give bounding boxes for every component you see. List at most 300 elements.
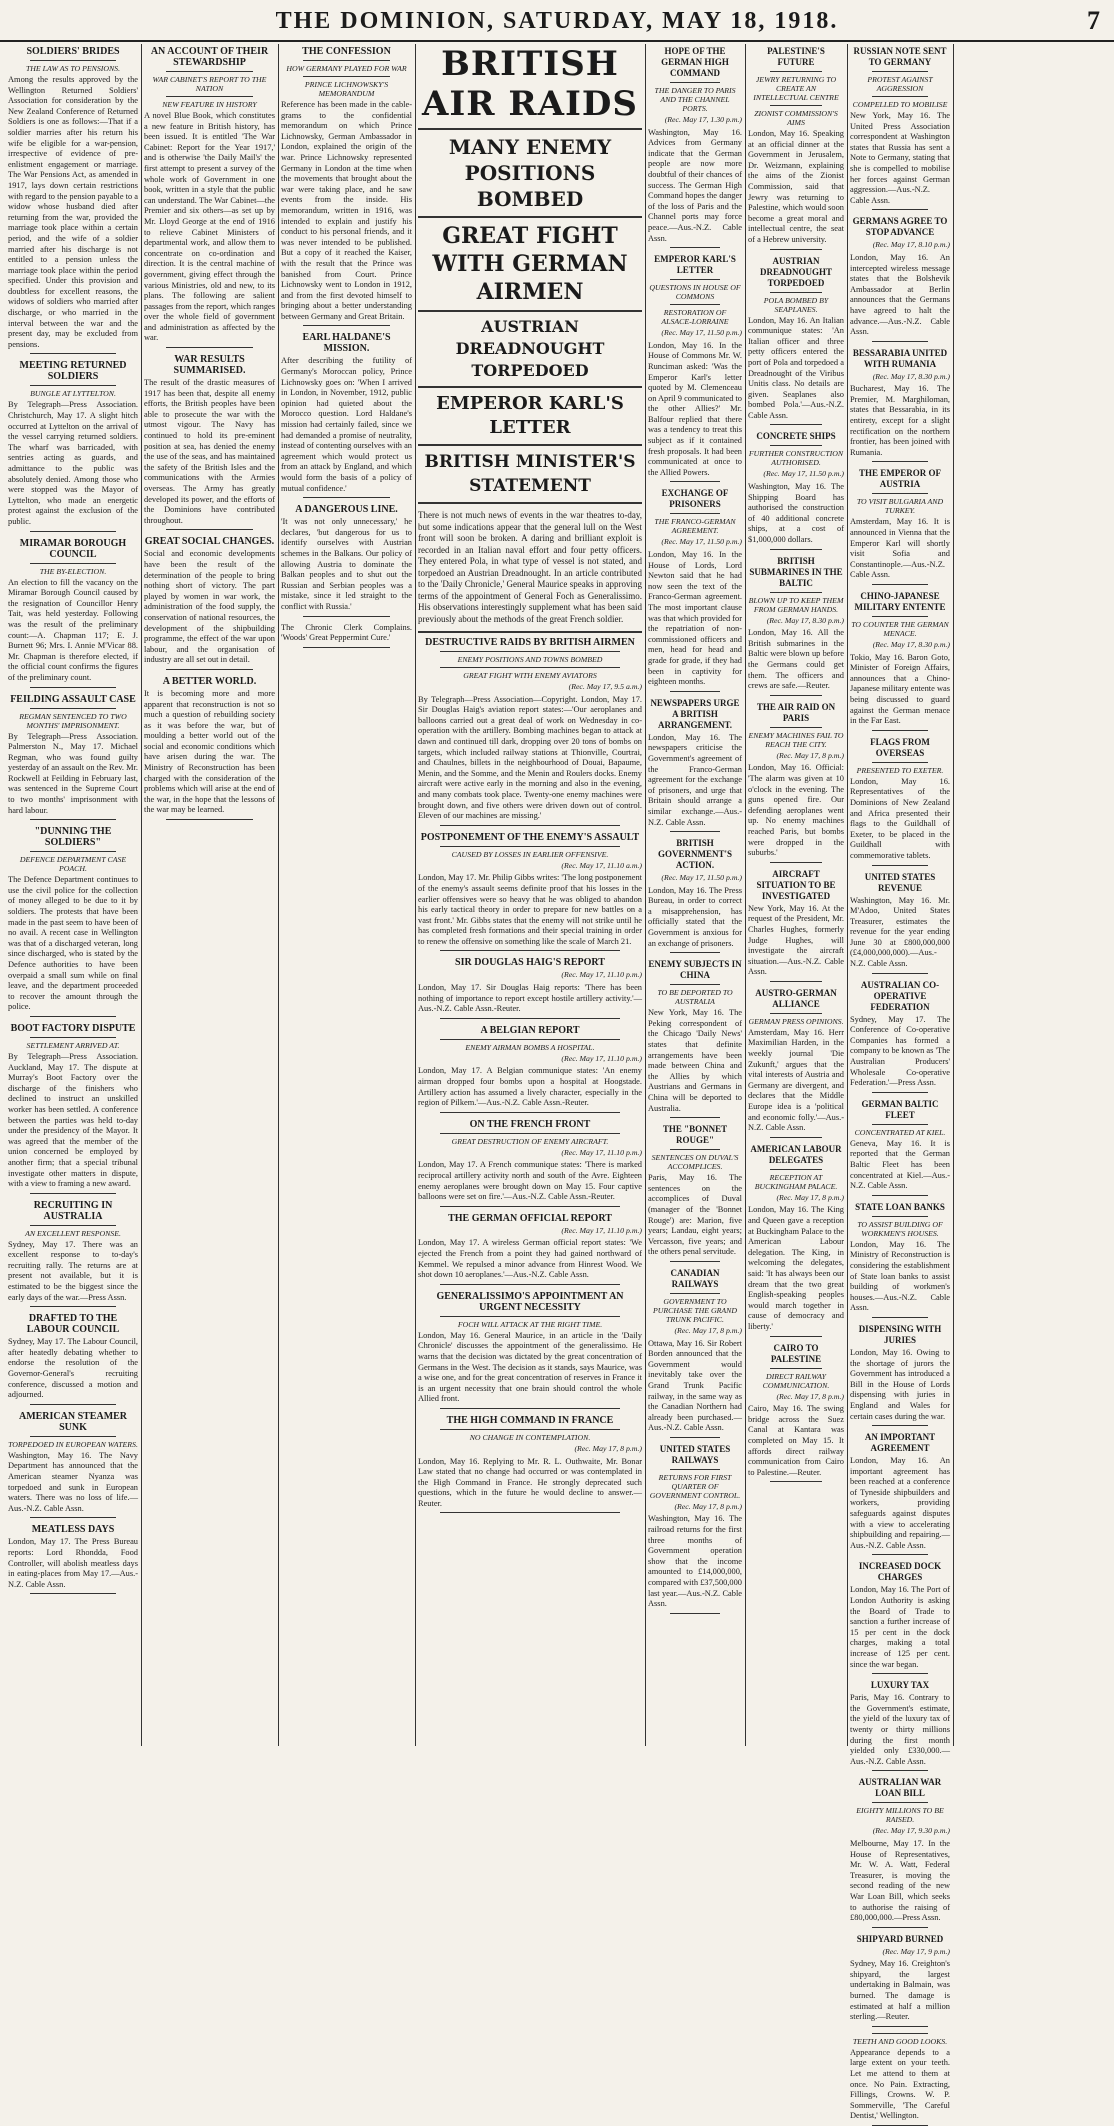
- column-rule: [645, 44, 646, 1746]
- article-body: Washington, May 16. The Navy Department has announced that the American steamer Nyanza was torpedoed and sunk in European waters. There was no loss of life.—Aus.-N.Z. Cable Assn.: [8, 1450, 138, 1513]
- article-subheadline: THE LAW AS TO PENSIONS.: [25, 64, 121, 73]
- divider: [770, 1137, 822, 1138]
- article-body: Bucharest, May 16. The Premier, M. Marghiloman, states that Bessarabia, in its entirety, except for a slight rectification on the northern frontier, has been joined with Rumania.: [850, 384, 950, 457]
- article-headline: THE HIGH COMMAND IN FRANCE: [446, 1414, 614, 1426]
- article-dateline: (Rec. May 17, 8.10 p.m.): [872, 240, 950, 250]
- article-body: New York, May 16. At the request of the President, Mr. Charles Hughes, formerly Judge Hughes, will investigate the aircraft situation.—Aus.-N.Z. Cable Assn.: [748, 903, 844, 977]
- article-headline: WAR RESULTS SUMMARISED.: [173, 354, 246, 377]
- divider: [303, 60, 390, 61]
- article-subheadline: ENEMY MACHINES FAIL TO REACH THE CITY.: [748, 730, 844, 749]
- article-dateline: (Rec. May 17, 11.10 p.m.): [561, 1053, 642, 1063]
- article-body: London, May 16. The newspapers criticise the Government's agreement of the Franco-German agreement for the exchange of prisoners, and urge that Britain should arrange a similar exchange.—Aus.-N.Z. Cable Assn.: [648, 732, 742, 827]
- divider: [770, 1481, 822, 1482]
- article: [144, 46, 275, 348]
- article-headline: DRAFTED TO THE LABOUR COUNCIL: [26, 1313, 120, 1336]
- article-body: Sydney, May 17. The Conference of Co-operative Companies has formed a company to be known as 'The Australian Producers' Wholesale Co-operative Federation.'—Press Assn.: [850, 1014, 950, 1088]
- article: [850, 468, 950, 585]
- article-dateline: (Rec. May 17, 9 p.m.): [882, 1946, 950, 1956]
- divider: [30, 563, 116, 564]
- divider: [418, 128, 642, 130]
- article: [748, 988, 844, 1138]
- article-headline: THE CONFESSION: [302, 46, 391, 57]
- divider: [872, 341, 928, 342]
- article-body: 'It was not only unnecessary,' he declares, 'but dangerous for us to identify ourselves with Austrian schemes in the Balkans. Our policy of allowing Austria to dominate the Balkan peoples and to shut out the Russian and Serbian peoples was a mistake, since it led straight to the conflict with Russia.': [281, 517, 412, 611]
- divider: [30, 1517, 116, 1518]
- divider: [440, 1039, 620, 1040]
- article-body: Melbourne, May 17. In the House of Representatives, Mr. W. A. Watt, Federal Treasurer, is moving the second reading of the new War Loan Bill, which seeks to authorise the raising of £80,000,000.—Press Assn.: [850, 1838, 950, 1923]
- article-body: By Telegraph—Press Association. Palmerston N., May 17. Michael Regman, who was found guilty yesterday of an assault on the Rev. Mr. Rockwell at Feilding in February last, was sentenced in the Supreme Court to two months' imprisonment with hard labour.: [8, 731, 138, 815]
- divider: [872, 1425, 928, 1426]
- divider: [872, 762, 928, 763]
- divider: [670, 1469, 720, 1470]
- article-headline: SOLDIERS' BRIDES: [26, 46, 120, 57]
- article-headline: FEILDING ASSAULT CASE: [10, 693, 136, 705]
- article-headline: THE GERMAN OFFICIAL REPORT: [448, 1212, 612, 1224]
- article-dateline: (Rec. May 17, 11.10 p.m.): [561, 1225, 642, 1235]
- divider: [440, 1133, 620, 1134]
- divider: [872, 1124, 928, 1125]
- article-body: Appearance depends to a large extent on your teeth. Let me attend to them at once. No Pain. Extracting, Fillings, Crowns. W. P. Sommerville, 'The Careful Dentist,' Wellington.: [850, 2047, 950, 2121]
- article-dateline: (Rec. May 17, 8.30 p.m.): [872, 640, 950, 649]
- divider: [770, 424, 822, 425]
- article-body: Ottawa, May 16. Sir Robert Borden announced that the Government would inevitably take over the Grand Trunk Pacific railway, in the same way as the Canadian Northern had already been purchased.—Aus.-N.Z. Cable Assn.: [648, 1338, 742, 1433]
- article-headline: THE "BONNET ROUGE": [662, 1124, 728, 1146]
- article-body: Amsterdam, May 16. Herr Maximilian Harden, in the weekly journal 'Die Zukunft,' argues that the vital interests of Austria and Germany are divergent, and declares that the Middle Europe idea is a 'political and economic folly.'—Aus.-N.Z. Cable Assn.: [748, 1027, 844, 1133]
- banner-subhead: GREAT FIGHT WITH GERMAN AIRMEN: [432, 223, 628, 305]
- article-headline: GENERALISSIMO'S APPOINTMENT AN URGENT NECESSITY: [436, 1290, 624, 1313]
- article-headline: ON THE FRENCH FRONT: [469, 1118, 591, 1130]
- article-subheadline: ENEMY POSITIONS AND TOWNS BOMBED: [457, 655, 603, 664]
- divider: [872, 616, 928, 617]
- article: [281, 332, 412, 498]
- divider: [872, 493, 928, 494]
- article-body: London, May 16. In the House of Lords, Lord Newton said that he had now seen the text of the Franco-German agreement. The most important clause was that which provided for the repatriation of non-commissioned officers and men, head for head and grade for grade, if they had been in captivity for eighteen months.: [648, 550, 742, 687]
- article: [144, 676, 275, 820]
- article-body: A novel Blue Book, which constitutes a new feature in British history, has been issued. It is entitled 'The War Cabinet: Report for the Year 1917,' and is otherwise 'the Daily Mail's' the first attempt to present a survey of the whole work of Government in one book, written in a style that the public can understand. The War Cabinet—the Premier and six others—as set up by Mr. Lloyd George at the end of 1916 to relieve Cabinet Ministers of departmental work, and allow them to concentrate on co-ordination and direction. It is the central machine of government, giving effect through the various Ministries, old and new, to its plans. The following are salient passages from the report, which ranges over the whole field of government and administration as affected by the war.: [144, 111, 275, 343]
- article-body: Geneva, May 16. It is reported that the German Baltic Fleet has been concentrated at Kiel.—Aus.-N.Z. Cable Assn.: [850, 1138, 950, 1191]
- column-6: [748, 44, 844, 1744]
- article-headline: BOOT FACTORY DISPUTE: [10, 1022, 136, 1034]
- article-body: London, May 17. The Press Bureau reports: Lord Rhondda, Food Controller, will abolish meatless days in eating-places from May 17.—Aus.-N.Z. Cable Assn.: [8, 1537, 138, 1589]
- article-subheadline: PRINCE LICHNOWSKY'S MEMORANDUM: [304, 80, 389, 98]
- divider: [440, 1429, 620, 1430]
- article-subheadline: TO ASSIST BUILDING OF WORKMEN'S HOUSES.: [857, 1219, 943, 1238]
- article-dateline: (Rec. May 17, 8 p.m.): [776, 1192, 844, 1202]
- divider: [440, 1018, 620, 1019]
- divider: [303, 647, 390, 648]
- article-body: London, May 16. The Port of London Authority is asking the Board of Trade to sanction a further increase of 15 per cent in the dock charges, making a total increase of 125 per cent. since the war began.: [850, 1585, 950, 1669]
- article: [418, 1291, 642, 1409]
- divider: [440, 950, 620, 951]
- article-subheadline: SENTENCES ON DUVAL'S ACCOMPLICES.: [651, 1153, 739, 1172]
- article: [850, 348, 950, 463]
- article-body: Tokio, May 16. Baron Goto, Minister of Foreign Affairs, announces that a Chino-Japanese military entente was being discussed to guard against the German menace in the Far East.: [850, 652, 950, 726]
- divider: [440, 1112, 620, 1113]
- article: [648, 698, 742, 832]
- article-subheadline: ENEMY AIRMAN BOMBS A HOSPITAL.: [465, 1042, 595, 1052]
- article-dateline: (Rec. May 17, 8.30 p.m.): [766, 615, 844, 625]
- article-subheadline: RETURNS FOR FIRST QUARTER OF GOVERNMENT CONTROL.: [649, 1472, 741, 1500]
- article-subheadline: RESTORATION OF ALSACE-LORRAINE: [661, 308, 729, 327]
- divider: [770, 1013, 822, 1014]
- divider: [670, 1149, 720, 1150]
- article-subheadline: GOVERNMENT TO PURCHASE THE GRAND TRUNK PACIFIC.: [652, 1296, 738, 1324]
- divider: [166, 819, 253, 820]
- article: [648, 1444, 742, 1614]
- article: [850, 1324, 950, 1426]
- article-headline: PALESTINE'S FUTURE: [767, 46, 825, 67]
- article-headline: UNITED STATES REVENUE: [864, 871, 936, 893]
- divider: [30, 1404, 116, 1405]
- page-number: 7: [1087, 6, 1100, 35]
- divider: [440, 1284, 620, 1285]
- article: [748, 431, 844, 549]
- article-body: London, May 16. An intercepted wireless message states that the Bolshevik Ambassador at Berlin announces that the Germans have agreed to halt the advance.—Aus.-N.Z. Cable Assn.: [850, 252, 950, 337]
- article: [8, 1411, 138, 1519]
- divider: [418, 444, 642, 446]
- article-headline: AIRCRAFT SITUATION TO BE INVESTIGATED: [756, 868, 836, 901]
- article-dateline: (Rec. May 17, 11.50 p.m.): [661, 537, 742, 547]
- divider: [670, 1261, 720, 1262]
- article-headline: A BETTER WORLD.: [162, 675, 257, 687]
- divider: [30, 60, 116, 61]
- divider: [770, 1336, 822, 1337]
- article-body: New York, May 16. The United Press Association correspondent at Washington states that Russia has sent a Note to Germany, stating that she is compelled to mobilise her forces against German aggression.—Aus.-N.Z. Cable Assn.: [850, 111, 950, 205]
- article-subheadline: AN EXCELLENT RESPONSE.: [25, 1228, 121, 1238]
- divider: [872, 1216, 928, 1217]
- article: [281, 46, 412, 326]
- article: [8, 1200, 138, 1308]
- article-headline: INCREASED DOCK CHARGES: [858, 1561, 942, 1583]
- article: [144, 536, 275, 670]
- article-body: Sydney, May 17. The Labour Council, after heatedly debating whether to endorse the resolution of the Governor-General's recruiting conference, discussed a motion and adjourned.: [8, 1337, 138, 1400]
- article-subheadline: RECEPTION AT BUCKINGHAM PALACE.: [754, 1172, 838, 1191]
- article-body: London, May 17. Sir Douglas Haig reports: 'There has been nothing of importance to report except hostile artillery activity.'—Aus.-N.Z. Cable Assn.-Reuter.: [418, 983, 642, 1014]
- article-body: The Chronic Clerk Complains. 'Woods' Great Peppermint Cure.': [281, 622, 412, 643]
- article-body: Washington, May 16. Advices from Germany indicate that the German people are now more doubtful of their chances of success. The German High Command hopes the danger of the loss of Paris and the Channel ports may force peace.—Aus.-N.Z. Cable Assn.: [648, 127, 742, 243]
- banner-headline: BRITISH AIR RAIDS: [422, 44, 638, 124]
- article-dateline: (Rec. May 17, 8.30 p.m.): [872, 371, 950, 381]
- divider: [872, 973, 928, 974]
- column-rule: [847, 44, 848, 1746]
- divider: [770, 71, 822, 72]
- article-body: Among the results approved by the Wellington Returned Soldiers' Association for consideration by the New Zealand Conference of Returned Soldiers is one as follows:—That if a soldier marries after his return his wife be eligible for a war-pension, irrespective of evidence of pre-enlistment engagement or marriage. The War Pensions Act, as amended in 1917, lays down certain restrictions with regard to the pension payable to a widow whose husband died after returning from the war, provided the marriage took place within a certain period, and the wife of a soldier married after his discharge is not entitled to a pension unless the marriage took place within the period specified. Under this provision and doubtless for excellent reasons, the widows of soldiers who married after discharge, or who married in the interval between the war and the present day, may be excluded from pensions.: [8, 75, 139, 349]
- article-headline: FLAGS FROM OVERSEAS: [870, 736, 930, 758]
- article-headline: MEETING RETURNED SOLDIERS: [19, 360, 127, 383]
- banner-subhead: BRITISH MINISTER'S STATEMENT: [424, 452, 636, 496]
- article-headline: BRITISH SUBMARINES IN THE BALTIC: [749, 555, 843, 588]
- article-body: Reference has been made in the cable-grams to the confidential memorandum on which Prince Lichnowsky, German Ambassador in London, explained the origin of the war. Prince Lichnowsky represented Germany in London at the time when the movements that brought about the war were taking place, and he saw events from the inside. His memorandum, written in 1916, was intended to explain and justify his conduct to his personal friends, and it was never intended to be published. But a copy of it reached the Kaiser, with the result that the Prince was banished from Court. Prince Lichnowsky went to London in 1912, and from the first devoted himself to bringing about a better understanding between Germany and Great Britain.: [281, 100, 412, 321]
- article: [144, 354, 275, 530]
- article-headline: STATE LOAN BANKS: [855, 1201, 945, 1212]
- article: [418, 1119, 642, 1207]
- divider: [303, 497, 390, 498]
- article-headline: SHIPYARD BURNED: [856, 1933, 944, 1944]
- article-subheadline: THE FRANCO-GERMAN AGREEMENT.: [654, 517, 736, 536]
- divider: [440, 1408, 620, 1409]
- divider: [30, 1037, 116, 1038]
- divider: [770, 981, 822, 982]
- divider: [418, 502, 642, 504]
- article-body: London, May 16. Speaking at an official dinner at the Government in Jerusalem, Dr. Weizmann, explaining the aims of the Zionist Commission, said that Jewry was returning to Palestine, which would soon become a great moral and intellectual centre, the seat of a Hebrew university.: [748, 129, 844, 244]
- article-body: By Telegraph—Press Association—Copyright. London, May 17. Sir Douglas Haig's aviation report states:—'Our aeroplanes and balloons carried out a great deal of work on Wednesday in co-operation with the artillery. Bombing machines began to attack at dawn and continued till dark, dropping over 20 tons of bombs on targets, which included railway stations at Thionville, Courtrai, and Chaulnes, billets in the neighbourhood of Douai, Bapaume, Menin, and the Somme, and the Menin and Roulers docks. Enemy aircraft were active early in the morning and also in the evening, and many combats took place. Twenty-one enemy machines were brought down, and five others were driven down out of control. Eleven of our machines are missing.': [418, 694, 642, 821]
- article-body: Paris, May 16. Contrary to the Government's estimate, the yield of the luxury tax of twenty or thirty millions during the first month yielded only £330,000.—Aus.-N.Z. Cable Assn.: [850, 1693, 950, 1766]
- article-headline: ENEMY SUBJECTS IN CHINA: [648, 959, 742, 981]
- divider: [166, 347, 253, 348]
- article-headline: A DANGEROUS LINE.: [295, 504, 398, 516]
- article-dateline: (Rec. May 17, 8 p.m.): [776, 1391, 844, 1401]
- column-2: [144, 44, 275, 1744]
- article-subheadline: GERMAN PRESS OPINIONS.: [748, 1016, 844, 1026]
- article: [648, 838, 742, 953]
- divider: [872, 865, 928, 866]
- article-headline: UNITED STATES RAILWAYS: [659, 1443, 731, 1465]
- article-body: Social and economic developments have been the result of the determination of the people to bring nothing short of victory. The part played by women in war work, the administration of the food supply, the conservation of national resources, the development of the shipbuilding programme, the effect of the war upon labour, and the organisation of industry are all set out in detail.: [144, 549, 275, 665]
- article-body: By Telegraph—Press Association. Auckland, May 17. The dispute at Murray's Boot Factory over the discharge of the finishers who declined to instruct an unskilled worker has been settled. A conference between the parties was held to-day under the presidency of the Mayor. It was agreed that the member of the union concerned be employed by another firm; that a special tribunal investigate other matters in dispute, with a view to framing a new award.: [8, 1051, 138, 1189]
- article-body: London, May 17. A wireless German official report states: 'We ejected the French from a point they had gained northward of Kemmel. We repulsed a minor advance from Hinrest Wood. We shot down 10 aeroplanes.'—Aus.-N.Z. Cable Assn.: [418, 1238, 642, 1280]
- article-subheadline: FOCH WILL ATTACK AT THE RIGHT TIME.: [457, 1319, 603, 1329]
- article: [850, 591, 950, 731]
- divider: [670, 831, 720, 832]
- divider: [30, 1225, 116, 1226]
- divider: [440, 667, 620, 668]
- article-subheadline: EIGHTY MILLIONS TO BE RAISED.: [856, 1806, 944, 1825]
- article-headline: THE EMPEROR OF AUSTRIA: [858, 468, 941, 490]
- divider: [418, 631, 642, 633]
- divider: [30, 1193, 116, 1194]
- article-subheadline: CAUSED BY LOSSES IN EARLIER OFFENSIVE.: [451, 849, 609, 859]
- divider: [670, 82, 720, 83]
- article-body: The Defence Department continues to use the civil police for the collection of money alleged to be due to it by soldiers. The protests that have been made in the past seem to have been of no avail. A recent case in Wellington was that of a discharged veteran, long since discharged, who is stated by the Defence authorities to have been overpaid a small sum while on final leave, and the department proceeded to recover the amount through the police.: [8, 875, 138, 1012]
- article-subheadline: HOW GERMANY PLAYED FOR WAR: [286, 64, 407, 73]
- article-subheadline: REGMAN SENTENCED TO TWO MONTHS' IMPRISONMENT.: [19, 711, 127, 730]
- article: [850, 1934, 950, 2027]
- article-dateline: (Rec. May 17, 11.10 p.m.): [561, 970, 642, 980]
- article: [850, 1099, 950, 1196]
- article-body: London, May 16. Owing to the shortage of jurors the Government has introduced a Bill in the House of Lords dispensing with juries in England and Wales for certain cases during the war.: [850, 1347, 950, 1421]
- divider: [30, 687, 116, 688]
- column-rule: [415, 44, 416, 1746]
- article-body: An election to fill the vacancy on the Miramar Borough Council caused by the resignation of Councillor Henry Tait, was held yesterday. Following was the result of the preliminary count:—A. Chapman 117; E. J. Burnett 96; Mrs. I. Annie M'Vicar 88. Mr. Chapman is therefore elected, if the official count confirms the figures of the preliminary count.: [8, 577, 138, 682]
- article-body: Amsterdam, May 16. It is announced in Vienna that the Emperor Karl will shortly visit Sofia and Constantinople.—Aus.-N.Z. Cable Assn.: [850, 517, 950, 580]
- article-subheadline: FURTHER CONSTRUCTION AUTHORISED.: [748, 449, 844, 468]
- divider: [872, 1195, 928, 1196]
- column-7: [850, 44, 950, 2121]
- article-subheadline: SETTLEMENT ARRIVED AT.: [26, 1040, 120, 1050]
- article: [281, 623, 412, 648]
- article: [648, 488, 742, 691]
- article-body: Washington, May 16. The Shipping Board has authorised the construction of 40 additional concrete ships, at a cost of $1,000,000 dollars.: [748, 482, 844, 545]
- article-subheadline: TO VISIT BULGARIA AND TURKEY.: [856, 497, 944, 516]
- article: [418, 637, 642, 826]
- divider: [770, 695, 822, 696]
- divider: [670, 691, 720, 692]
- divider: [30, 1593, 116, 1594]
- article: [850, 216, 950, 341]
- divider: [770, 445, 822, 446]
- article-body: London, May 16. An important agreement has been reached at a conference of Tyneside shipbuilders and workers, providing safeguards against disputes with a view to accelerating shipbuilding and repairing.—Aus.-N.Z. Cable Assn.: [850, 1456, 950, 1550]
- column-rule: [141, 44, 142, 1746]
- divider: [670, 1117, 720, 1118]
- article: [850, 46, 950, 210]
- article-dateline: (Rec. May 17, 8 p.m.): [574, 1443, 642, 1453]
- article: [748, 869, 844, 982]
- article-dateline: (Rec. May 17, 8 p.m.): [674, 1501, 742, 1511]
- divider: [872, 730, 928, 731]
- divider: [166, 669, 253, 670]
- article-body: New York, May 16. The Peking correspondent of the Chicago 'Daily News' states that definite arrangements have been made between China and the Allies by which Austrians and Germans in China will be deported to Australia.: [648, 1008, 742, 1113]
- divider: [418, 216, 642, 218]
- masthead-title: THE DOMINION, SATURDAY, MAY 18, 1918.: [275, 8, 839, 34]
- article-headline: AMERICAN LABOUR DELEGATES: [750, 1143, 842, 1165]
- article: [648, 46, 742, 248]
- article-dateline: (Rec. May 17, 11.10 a.m.): [561, 860, 642, 870]
- article: [8, 1023, 138, 1194]
- divider: [670, 247, 720, 248]
- divider: [872, 1927, 928, 1928]
- article-subheadline: PROTEST AGAINST AGGRESSION: [867, 75, 933, 93]
- article-headline: CAIRO TO PALESTINE: [770, 1342, 822, 1364]
- divider: [770, 727, 822, 728]
- article: [8, 46, 138, 354]
- article-body: London, May 16. Representatives of the Dominions of New Zealand and Africa presented their flags to the Guildhall of Exeter, to be placed in the Guildhall with commemorative tablets.: [850, 776, 950, 860]
- divider: [872, 1770, 928, 1771]
- article: [648, 1268, 742, 1438]
- article-body: Paris, May 16. The sentences on the accomplices of Duval (manager of the 'Bonnet Rouge') are: Marion, five years; Landau, eight years; Vercasson, five years; and the others penal servitude.: [648, 1173, 742, 1257]
- article-subheadline: BLOWN UP TO KEEP THEM FROM GERMAN HANDS.: [748, 595, 844, 614]
- divider: [30, 353, 116, 354]
- article-subheadline: JEWRY RETURNING TO CREATE AN INTELLECTUAL CENTRE: [753, 75, 839, 102]
- article-dateline: (Rec. May 17, 1.30 p.m.): [664, 115, 742, 124]
- article: [418, 1213, 642, 1285]
- article-body: London, May 17. A French communique states: 'There is marked reciprocal artillery activity north and south of the Avre. Eighteen enemy aeroplanes were brought down on May 15. Four captive balloons were set on fire.'—Aus.-N.Z. Cable Assn.-Reuter.: [418, 1160, 642, 1202]
- article-subheadline: DIRECT RAILWAY COMMUNICATION.: [762, 1371, 830, 1390]
- divider: [166, 71, 253, 72]
- article-body: The result of the drastic measures of 1917 has been that, despite all enemy efforts, the British peoples have been able to prosecute the war with the utmost vigour. The Navy has continued to hold its pre-eminent position at sea, has denied the enemy the use of the seas, and has maintained the safety of the British Isles and the communications with the Armies overseas. The Army has greatly developed its power, and the efforts of the Dominions have contributed throughout.: [144, 378, 275, 525]
- article-subheadline: CONCENTRATED AT KIEL.: [854, 1127, 946, 1137]
- divider: [440, 651, 620, 652]
- banner-subhead: EMPEROR KARL'S LETTER: [436, 393, 624, 438]
- divider: [166, 529, 253, 530]
- divider: [770, 105, 822, 106]
- divider: [872, 96, 928, 97]
- column-4-articles: [418, 637, 642, 1513]
- article-headline: MEATLESS DAYS: [31, 1524, 115, 1536]
- divider: [440, 1512, 620, 1513]
- article: [748, 1343, 844, 1483]
- divider: [670, 952, 720, 953]
- divider: [30, 819, 116, 820]
- article: [850, 1561, 950, 1674]
- article: [850, 872, 950, 974]
- column-rule: [278, 44, 279, 1746]
- divider: [440, 1316, 620, 1317]
- article-headline: HOPE OF THE GERMAN HIGH COMMAND: [661, 46, 729, 78]
- article-subheadline: WAR CABINET'S REPORT TO THE NATION: [152, 75, 267, 93]
- column-rule: [953, 44, 954, 1746]
- article: [648, 959, 742, 1118]
- article-headline: GREAT SOCIAL CHANGES.: [144, 536, 275, 548]
- article-body: Sydney, May 16. Creighton's shipyard, the largest undertaking in Balmain, was burned. The damage is estimated at half a million sterling.—Reuter.: [850, 1959, 950, 2022]
- article: [850, 1777, 950, 1927]
- article-dateline: (Rec. May 17, 11.50 p.m.): [763, 469, 844, 479]
- masthead: [0, 0, 1114, 42]
- article-subheadline: TO BE DEPORTED TO AUSTRALIA: [657, 988, 733, 1007]
- article-headline: CHINO-JAPANESE MILITARY ENTENTE: [854, 591, 946, 612]
- article-headline: A BELGIAN REPORT: [480, 1024, 580, 1036]
- article: [748, 46, 844, 250]
- divider: [303, 616, 390, 617]
- article-subheadline: THE DANGER TO PARIS AND THE CHANNEL PORTS.: [654, 86, 736, 113]
- divider: [770, 1368, 822, 1369]
- divider: [670, 304, 720, 305]
- article-body: After describing the futility of Germany's Moroccan policy, Prince Lichnowsky goes on: 'When I arrived in London, in November, 1912, public opinion had quieted about the Morocco question. Lord Haldane's mission had certainly failed, since we had demanded a promise of neutrality, instead of contenting ourselves with an agreement which would protect us from an attack by England, and which would form the basis of a policy of mutual confidence.': [281, 356, 412, 493]
- article-body: Washington, May 16. The railroad returns for the first three months of Government operation show that the income amounted to £14,000,000, compared with £37,500,000 last year.—Aus.-N.Z. Cable Assn.: [648, 1514, 742, 1609]
- article-headline: AMERICAN STEAMER SUNK: [18, 1410, 128, 1433]
- article-subheadline: TO COUNTER THE GERMAN MENACE.: [851, 620, 949, 638]
- divider: [166, 96, 253, 97]
- article-body: London, May 16. The King and Queen gave a reception at Buckingham Palace to the American Labour delegation. The King, in welcoming the delegates, said: 'It has always been our dream that the two great English-speaking peoples would march together in cause of democracy and liberty.': [748, 1205, 844, 1331]
- divider: [670, 279, 720, 280]
- divider: [872, 584, 928, 585]
- article-body: London, May 16. Official: 'The alarm was given at 10 o'clock in the evening. The guns opened fire. Our defending aeroplanes went up. No enemy machines reached Paris, but bombs were dropped in the suburbs.': [748, 763, 844, 858]
- article-headline: "DUNNING THE SOLDIERS": [34, 826, 112, 849]
- article-body: Sydney, May 17. There was an excellent response to to-day's recruiting rally. The returns are at present not available, but it is estimated to be the biggest since the early days of the war.—Press Assn.: [8, 1239, 138, 1302]
- divider: [670, 513, 720, 514]
- article-headline: RECRUITING IN AUSTRALIA: [33, 1199, 113, 1222]
- article-headline: NEWSPAPERS URGE A BRITISH ARRANGEMENT.: [650, 697, 740, 730]
- article-subheadline: BUNGLE AT LYTTELTON.: [30, 389, 116, 399]
- article-dateline: (Rec. May 17, 9.30 p.m.): [872, 1826, 950, 1836]
- article: [8, 538, 138, 688]
- article-body: London, May 16. The Press Bureau, in order to correct a misapprehension, has officially stated that the Government is anxious for an exchange of prisoners.: [648, 885, 742, 948]
- article-subheadline: ZIONIST COMMISSION'S AIMS: [754, 109, 838, 127]
- article-headline: DISPENSING WITH JURIES: [858, 1323, 942, 1345]
- divider: [303, 325, 390, 326]
- article-subheadline: TEETH AND GOOD LOOKS.: [852, 2036, 948, 2046]
- article-headline: AN IMPORTANT AGREEMENT: [864, 1432, 936, 1454]
- article-headline: MIRAMAR BOROUGH COUNCIL: [19, 537, 127, 560]
- article-subheadline: TORPEDOED IN EUROPEAN WATERS.: [8, 1439, 138, 1449]
- article-subheadline: THE BY-ELECTION.: [39, 566, 107, 576]
- article: [850, 1202, 950, 1318]
- divider: [30, 1306, 116, 1307]
- article: [748, 702, 844, 863]
- divider: [670, 1613, 720, 1614]
- divider: [30, 1016, 116, 1017]
- article: [748, 256, 844, 426]
- article: [850, 1680, 950, 1771]
- article-subheadline: NO CHANGE IN CONTEMPLATION.: [469, 1432, 591, 1442]
- article-headline: EARL HALDANE'S MISSION.: [302, 332, 391, 355]
- divider: [30, 708, 116, 709]
- article-headline: GERMAN BALTIC FLEET: [861, 1098, 939, 1120]
- divider: [770, 549, 822, 550]
- article: [8, 1524, 138, 1594]
- article: [418, 957, 642, 1018]
- column-rule: [745, 44, 746, 1746]
- article-subheadline: GREAT DESTRUCTION OF ENEMY AIRCRAFT.: [451, 1136, 609, 1146]
- article-headline: EXCHANGE OF PRISONERS: [661, 488, 729, 510]
- article-subheadline: COMPELLED TO MOBILISE: [852, 100, 948, 109]
- article-dateline: (Rec. May 17, 11.50 p.m.): [661, 873, 742, 883]
- divider: [440, 846, 620, 847]
- article-dateline: (Rec. May 17, 11.10 p.m.): [561, 1147, 642, 1157]
- article: [648, 254, 742, 482]
- article: [8, 694, 138, 821]
- divider: [418, 310, 642, 312]
- article: [8, 826, 138, 1017]
